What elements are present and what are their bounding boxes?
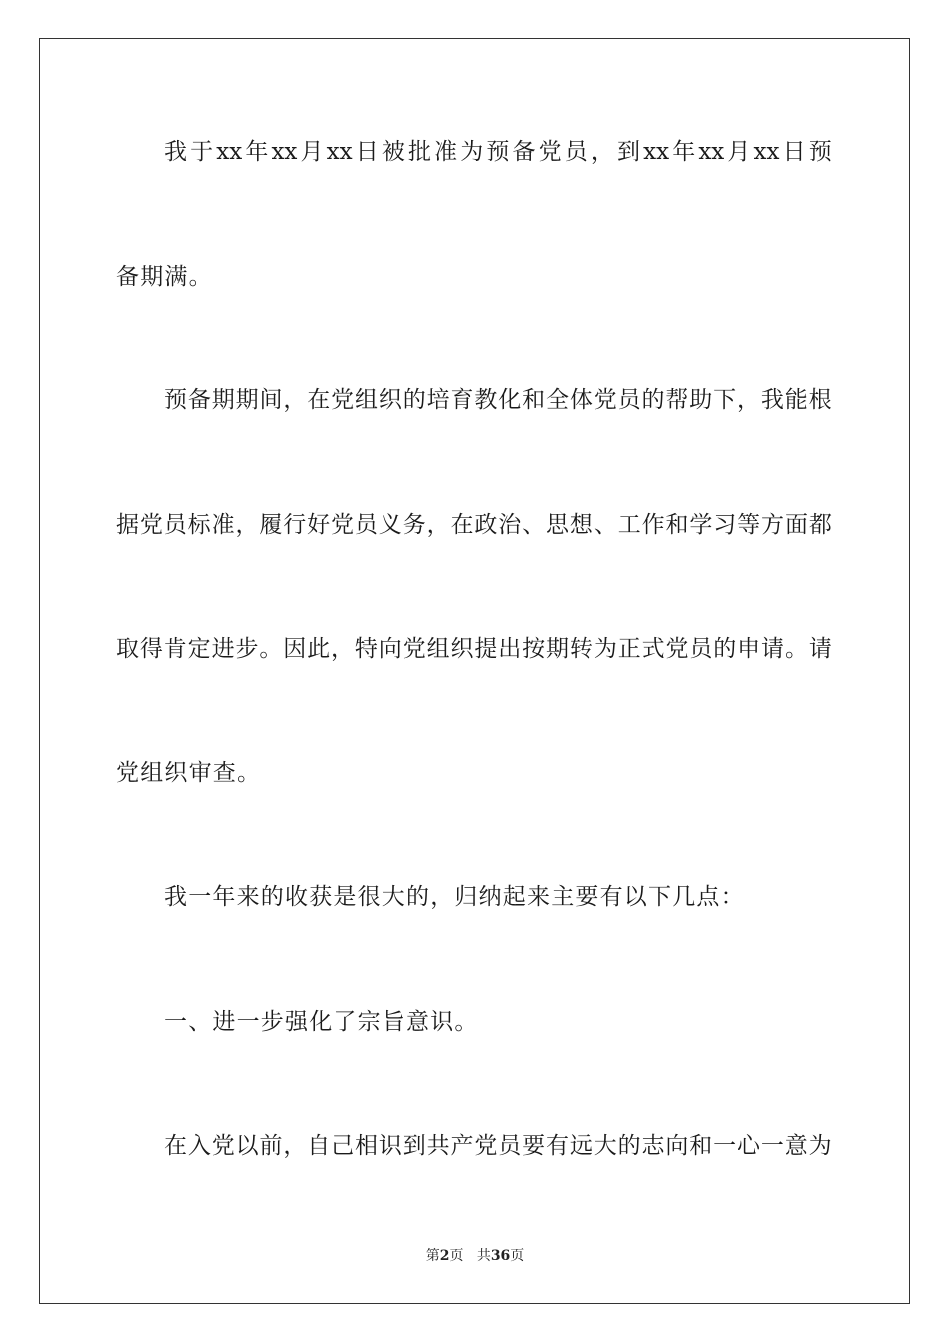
paragraph-2-line-3: 取 得 肯 定 进 步 。 因 此 ， 特 向 党 组 织 提 出 按 期 转 为 正 式 党 员 的 申 请 。 请 — [116, 636, 832, 662]
paragraph-3-line-1: 我一年来的收获是很大的，归纳起来主要有以下几点： — [164, 884, 745, 910]
total-pages: 36 — [490, 1248, 511, 1264]
paragraph-2-line-1: 预 备 期 期 间 ， 在 党 组 织 的 培 育 教 化 和 全 体 党 员 的 帮 助 下 ， 我 能 根 — [164, 387, 832, 413]
total-suffix: 页 — [510, 1248, 525, 1264]
page-prefix: 第 — [425, 1248, 440, 1264]
paragraph-2-line-2: 据 党 员 标 准 ， 履 行 好 党 员 义 务 ， 在 政 治 、 思 想 、 工 作 和 学 习 等 方 面 都 — [116, 512, 832, 538]
paragraph-1-line-1: 我 于 xx 年 xx 月 xx 日 被 批 准 为 预 备 党 员 ， 到 xx 年 xx 月 xx 日 预 — [164, 139, 832, 165]
total-prefix: 共 — [476, 1248, 491, 1264]
page-number: 2 — [439, 1248, 450, 1264]
page-border — [39, 38, 910, 1304]
page-suffix: 页 — [449, 1248, 464, 1264]
section-heading-1: 一、进一步强化了宗旨意识。 — [164, 1009, 479, 1035]
page-footer — [0, 1247, 950, 1265]
paragraph-4-line-1: 在 入 党 以 前 ， 自 己 相 识 到 共 产 党 员 要 有 远 大 的 志 向 和 一 心 一 意 为 — [164, 1133, 832, 1159]
paragraph-2-line-4: 党组织审查。 — [116, 760, 262, 786]
paragraph-1-line-2: 备期满。 — [116, 264, 213, 290]
